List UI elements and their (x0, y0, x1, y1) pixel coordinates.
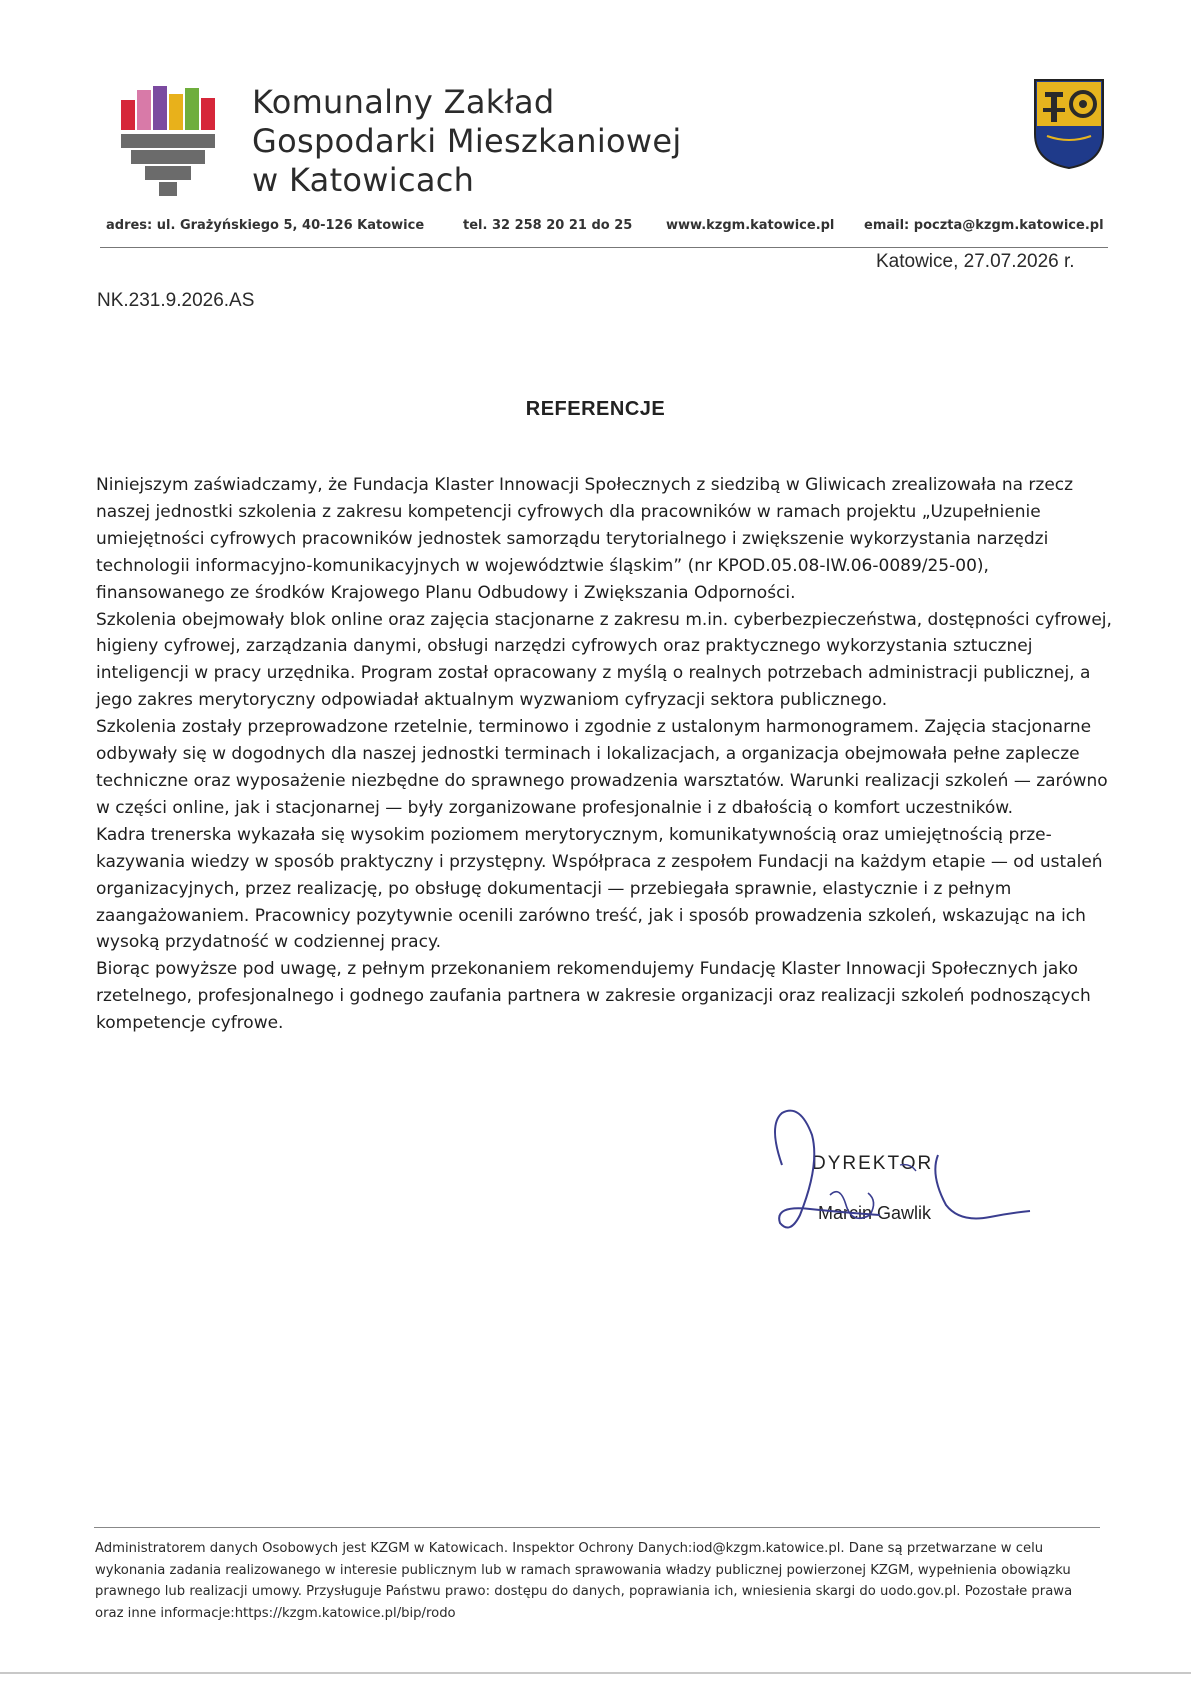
letter-body (96, 472, 1118, 1037)
gdpr-footer: Administratorem danych Osobowych jest KZGM w Katowicach. Inspektor Ochrony Danych:iod@kzgm.katowice.pl. Dane są przetwarzane w celu wykonania zadania realizowanego w interesie publicznym lub w ramach sprawowania władzy publicznej powierzonej KZGM, wypełnienia obowiązku prawnego lub realizacji umowy. Przysługuje Państwu prawo: dostępu do danych, poprawiania ich, wniesienia skargi do uodo.gov.pl. Pozostałe prawa oraz inne informacje:https://kzgm.katowice.pl/bip/rodo (95, 1541, 1073, 1621)
email-link[interactable]: email: poczta@kzgm.katowice.pl (864, 218, 1104, 233)
reference-number: NK.231.9.2026.AS (97, 290, 255, 311)
scan-edge-line (0, 1672, 1191, 1674)
org-name-line-2: Gospodarki Mieszkaniowej (252, 122, 682, 160)
paragraph: Szkolenia zostały przeprowadzone rzetelnie, terminowo i zgodnie z ustalonym harmonogramem. Zajęcia stacjonarne odbywały się w dogodnych dla naszej jednostki terminach i lokalizacjach, a organizacja obejmowała pełne zaplecze techniczne oraz wyposażenie niezbędne do sprawnego prowadzenia warsztatów. Warunki realizacji szkoleń — zarówno w części online, jak i stacjonarnej — były zorganizowane profesjonalnie i z dbałością o komfort uczestników. (96, 717, 1108, 818)
header-divider (100, 247, 1108, 248)
paragraph: Kadra trenerska wykazała się wysokim poziomem merytorycznym, komunikatywnością oraz umiejętnością prze-kazywania wiedzy w sposób praktyczny i przystępny. Współpraca z zespołem Fundacji na każdym etapie — od ustaleń organizacyjnych, przez realizację, po obsługę dokumentacji — przebiegała sprawnie, elastycznie i z pełnym zaangażowaniem. Pracownicy pozytywnie ocenili zarówno treść, jak i sposób prowadzenia szkoleń, wskazując na ich wysoką przydatność w codziennej pracy. (96, 824, 1103, 953)
org-name-line-3: w Katowicach (252, 161, 475, 199)
handwritten-signature-icon (760, 1105, 1040, 1245)
contact-row (106, 218, 1106, 240)
website-link[interactable]: www.kzgm.katowice.pl (666, 218, 835, 233)
paragraph: Niniejszym zaświadczamy, że Fundacja Klaster Innowacji Społecznych z siedzibą w Gliwicach zrealizowała na rzecz naszej jednostki szkolenia z zakresu kompetencji cyfrowych dla pracowników w ramach projektu „Uzupełnienie umiejętności cyfrowych pracowników jednostek samorządu terytorialnego i zwiększenie wykorzystania narzędzi technologii informacyjno-komunikacyjnych w województwie śląskim” (nr KPOD.05.08-IW.06-0089/25-00), finansowanego ze środków Krajowego Planu Odbudowy i Zwiększania Odporności. (96, 475, 1074, 603)
paragraph: Szkolenia obejmowały blok online oraz zajęcia stacjonarne z zakresu m.in. cyberbezpieczeństwa, dostępności cyfrowej, higieny cyfrowej, zarządzania danymi, obsługi narzędzi cyfrowych oraz praktycznego wykorzystania sztucznej inteligencji w pracy urzędnika. Program został opracowany z myślą o realnych potrzebach administracji publicznej, a jego zakres merytoryczny odpowiadał aktualnym wyzwaniom cyfryzacji sektora publicznego. (96, 609, 1112, 711)
organization-name (252, 83, 812, 200)
document-title: REFERENCJE (525, 398, 666, 420)
katowice-crest-icon (1033, 78, 1105, 170)
org-name-line-1: Komunalny Zakład (252, 83, 555, 121)
stamp-title: DYREKTOR (812, 1153, 934, 1174)
paragraph: Biorąc powyższe pod uwagę, z pełnym przekonaniem rekomendujemy Fundację Klaster Innowacji Społecznych jako rzetelnego, profesjonalnego i godnego zaufania partnera w zakresie organizacji oraz realizacji szkoleń podnoszących kompetencje cyfrowe. (96, 959, 1091, 1034)
address: adres: ul. Grażyńskiego 5, 40-126 Katowice (106, 218, 425, 233)
stamp-name: Marcin Gawlik (818, 1203, 932, 1223)
phone: tel. 32 258 20 21 do 25 (463, 218, 633, 233)
footer-divider (94, 1527, 1100, 1528)
letter-date: Katowice, 27.07.2026 r. (876, 251, 1075, 272)
kzgm-logo-icon (121, 86, 225, 196)
